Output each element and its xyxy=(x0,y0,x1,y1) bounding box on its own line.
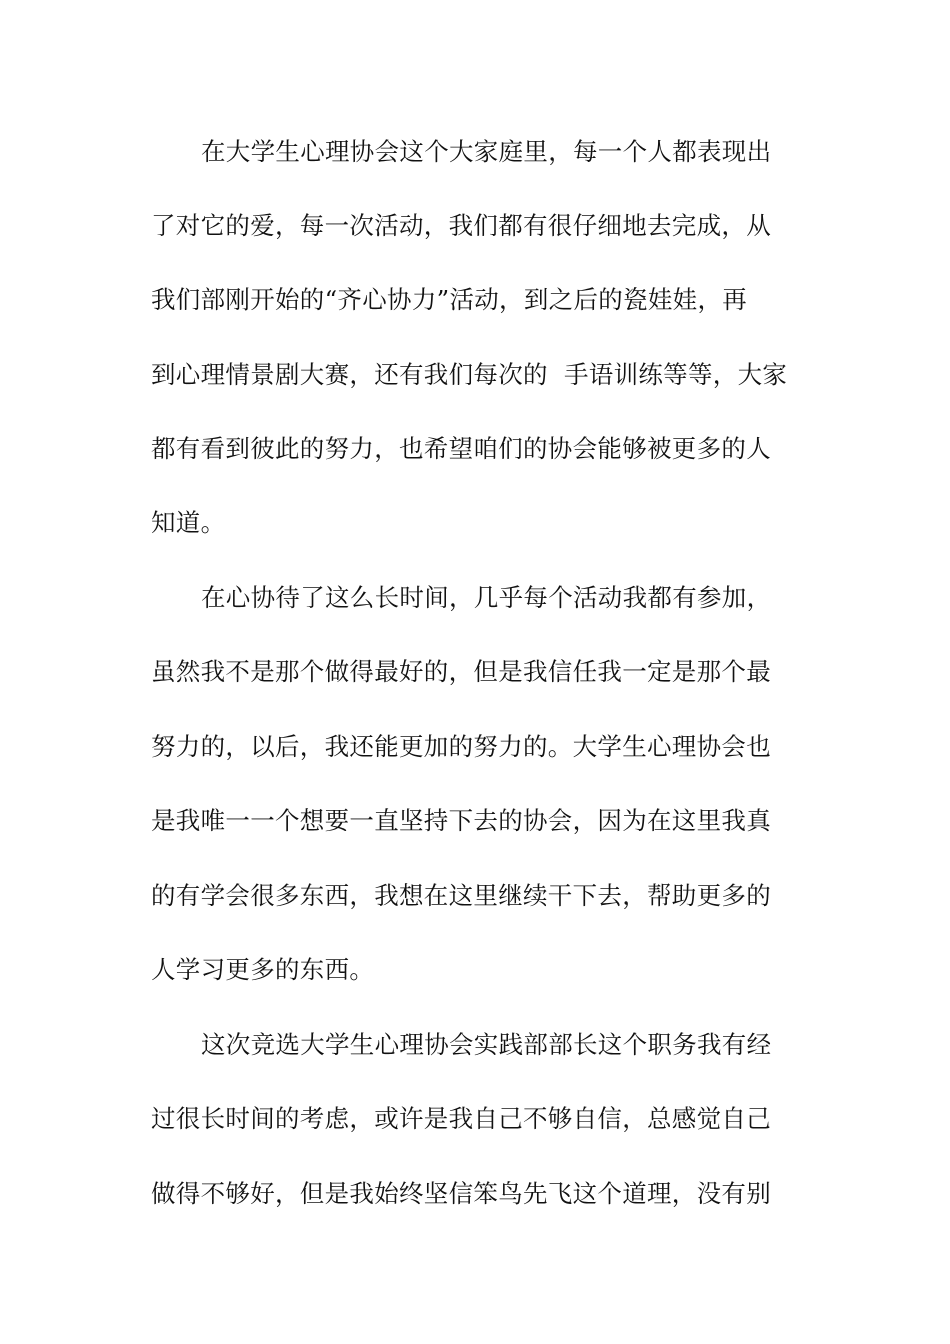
paragraph-2-line-1: 在心协待了这么长时间，几乎每个活动我都有参加， xyxy=(201,583,772,612)
paragraph-2-line-6: 人学习更多的东西。 xyxy=(151,955,375,984)
paragraph-2-line-3: 努力的，以后，我还能更加的努力的。大学生心理协会也 xyxy=(151,732,771,761)
paragraph-2-line-4: 是我唯一一个想要一直坚持下去的协会，因为在这里我真 xyxy=(151,806,771,835)
paragraph-1-line-2: 了对它的爱，每一次活动，我们都有很仔细地去完成，从 xyxy=(151,211,771,240)
paragraph-2-line-5: 的有学会很多东西，我想在这里继续干下去，帮助更多的 xyxy=(151,881,771,910)
paragraph-1-line-4: 到心理情景剧大赛，还有我们每次的 手语训练等等，大家 xyxy=(151,360,788,389)
paragraph-1-line-3: 我们部刚开始的“齐心协力”活动，到之后的瓷娃娃，再 xyxy=(151,285,748,314)
paragraph-3-line-2: 过很长时间的考虑，或许是我自己不够自信，总感觉自己 xyxy=(151,1104,771,1133)
paragraph-1-line-5: 都有看到彼此的努力，也希望咱们的协会能够被更多的人 xyxy=(151,434,771,463)
paragraph-1-line-1: 在大学生心理协会这个大家庭里，每一个人都表现出 xyxy=(201,137,772,166)
paragraph-3-line-1: 这次竞选大学生心理协会实践部部长这个职务我有经 xyxy=(201,1030,772,1059)
paragraph-2-line-2: 虽然我不是那个做得最好的，但是我信任我一定是那个最 xyxy=(151,657,771,686)
paragraph-1-line-6: 知道。 xyxy=(151,508,226,537)
paragraph-3-line-3: 做得不够好，但是我始终坚信笨鸟先飞这个道理，没有别 xyxy=(151,1179,771,1208)
